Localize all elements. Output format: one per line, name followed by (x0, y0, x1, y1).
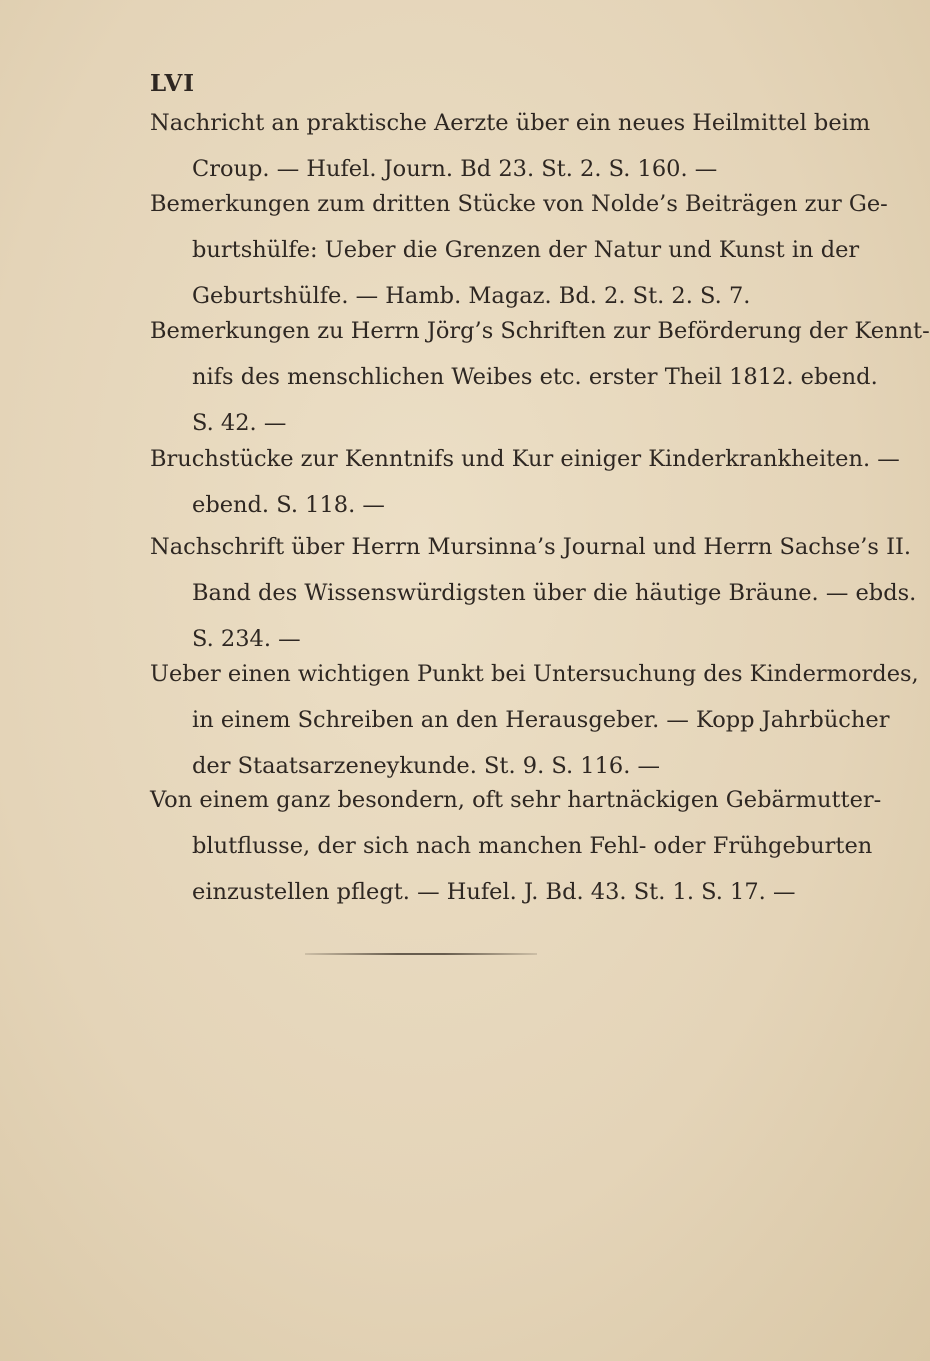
entry-line: Ueber einen wichtigen Punkt bei Untersuchung des Kindermordes, (150, 661, 919, 687)
bibliography-entry (150, 181, 888, 319)
entry-line: der Staatsarzeneykunde. St. 9. S. 116. — (192, 753, 661, 779)
entry-line: S. 42. — (192, 410, 287, 436)
bibliography-entry (150, 100, 871, 192)
entry-line: ebend. S. 118. — (192, 492, 385, 518)
entry-line: Nachschrift über Herrn Mursinna’s Journal und Herrn Sachse’s II. (150, 534, 912, 560)
entry-line: einzustellen pflegt. — Hufel. J. Bd. 43. St. 1. S. 17. — (192, 879, 796, 905)
bibliography-entry (150, 308, 930, 446)
page-number: LVI (150, 70, 196, 97)
entry-line: in einem Schreiben an den Herausgeber. — Kopp Jahrbücher (192, 707, 890, 733)
bibliography-entry (150, 651, 919, 789)
entry-line: Von einem ganz besondern, oft sehr hartnäckigen Gebärmutter- (150, 787, 882, 813)
entry-line: Croup. — Hufel. Journ. Bd 23. St. 2. S. 160. — (192, 156, 718, 182)
entry-line: Geburtshülfe. — Hamb. Magaz. Bd. 2. St. 2. S. 7. (192, 283, 751, 309)
entry-line: Nachricht an praktische Aerzte über ein neues Heilmittel beim (150, 110, 871, 136)
entry-line: Bruchstücke zur Kenntnifs und Kur einiger Kinderkrankheiten. — (150, 446, 900, 472)
section-divider (305, 953, 537, 955)
entry-line: burtshülfe: Ueber die Grenzen der Natur und Kunst in der (192, 237, 860, 263)
entry-line: Bemerkungen zu Herrn Jörg’s Schriften zur Beförderung der Kennt- (150, 318, 930, 344)
entry-line: S. 234. — (192, 626, 301, 652)
bibliography-entry (150, 436, 900, 528)
entry-line: nifs des menschlichen Weibes etc. erster Theil 1812. ebend. (192, 364, 878, 390)
entry-line: blutflusse, der sich nach manchen Fehl- oder Frühgeburten (192, 833, 873, 859)
bibliography-entry (150, 777, 882, 915)
entry-line: Bemerkungen zum dritten Stücke von Nolde’s Beiträgen zur Ge- (150, 191, 888, 217)
entry-line: Band des Wissenswürdigsten über die häutige Bräune. — ebds. (192, 580, 917, 606)
bibliography-entry (150, 524, 917, 662)
